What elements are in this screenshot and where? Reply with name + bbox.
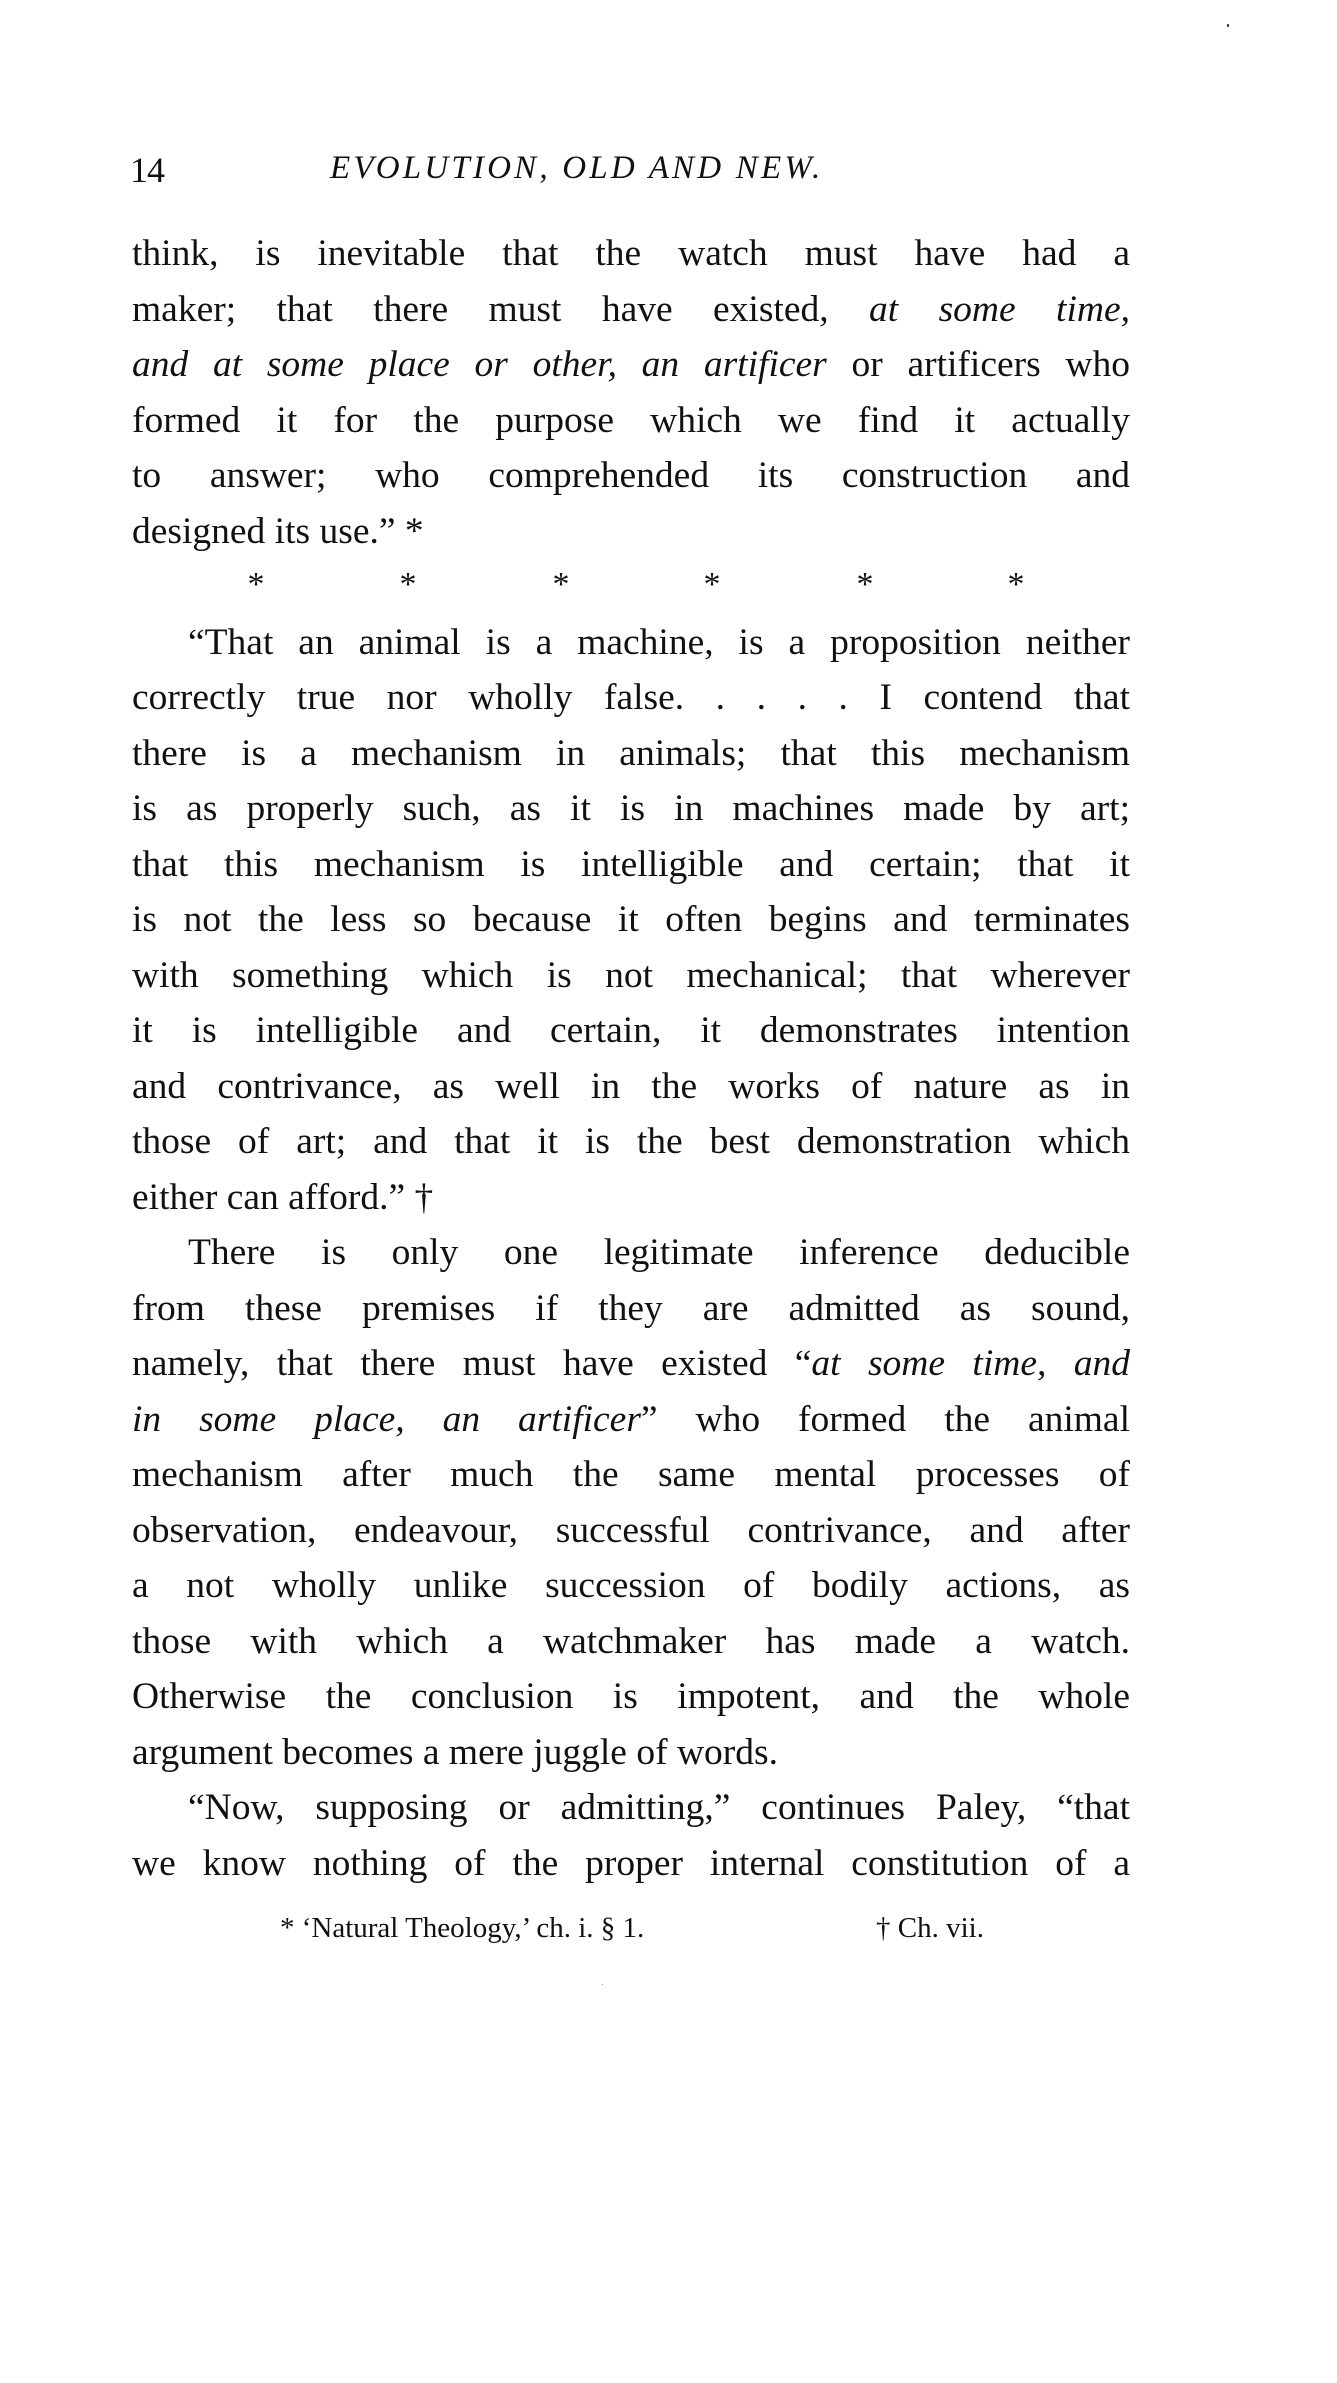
text-run: and contrivance, as well in the works of nature as in xyxy=(132,1065,1130,1107)
text-line xyxy=(132,1780,1130,1836)
text-line xyxy=(132,504,1130,560)
text-line xyxy=(132,1503,1130,1559)
asterisk-ornament-icon: * xyxy=(552,566,570,603)
running-title: EVOLUTION, OLD AND NEW. xyxy=(330,150,824,186)
text-line xyxy=(132,1059,1130,1115)
text-run: namely, that there must have existed “ xyxy=(132,1343,812,1384)
footnote-marker: * xyxy=(280,1912,295,1944)
text-line xyxy=(132,1336,1130,1392)
footnote-text: Ch. vii. xyxy=(897,1912,984,1944)
footnote-asterisk xyxy=(280,1910,644,1946)
text-run: argument becomes a mere juggle of words. xyxy=(132,1731,778,1773)
text-line xyxy=(132,1170,1130,1226)
running-head xyxy=(130,148,1130,188)
text-run: maker; that there must have existed, xyxy=(132,288,870,330)
text-run: is not the less so because it often begins and terminates xyxy=(132,899,1130,940)
text-line xyxy=(132,1836,1130,1892)
text-run: that this mechanism is intelligible and certain; that it xyxy=(132,843,1130,885)
page-number: 14 xyxy=(130,150,164,190)
asterisk-ornament-icon: * xyxy=(856,566,874,603)
footnote-dagger xyxy=(876,1910,984,1946)
text-run: or artificers who xyxy=(826,344,1130,385)
text-line xyxy=(132,282,1130,338)
text-run: there is a mechanism in animals; that this mechanism xyxy=(132,732,1130,774)
text-run: is as properly such, as it is in machines made by art; xyxy=(132,788,1130,829)
italic-phrase: at some time, xyxy=(869,288,1130,330)
text-run: think, is inevitable that the watch must have had a xyxy=(132,233,1130,274)
italic-phrase: in some place, an artificer xyxy=(132,1398,641,1440)
text-line xyxy=(132,1558,1130,1614)
text-line xyxy=(132,837,1130,893)
asterisk-ornament-icon: * xyxy=(1007,566,1025,603)
text-run: mechanism after much the same mental processes of xyxy=(132,1454,1130,1495)
body-text xyxy=(132,226,1130,1891)
text-line xyxy=(132,337,1130,393)
scan-speck xyxy=(602,1984,603,1985)
text-line xyxy=(132,1392,1130,1448)
text-line xyxy=(132,892,1130,948)
text-run: to answer; who comprehended its construction and xyxy=(132,455,1130,496)
text-line xyxy=(132,615,1130,671)
footnote-marker: † xyxy=(876,1912,891,1944)
italic-phrase: at some time, and xyxy=(811,1343,1130,1384)
text-run: There is only one legitimate inference deducible xyxy=(188,1232,1130,1273)
text-run: we know nothing of the proper internal constitution of a xyxy=(132,1842,1130,1884)
text-line xyxy=(132,670,1130,726)
asterisk-ornament-icon: * xyxy=(703,566,721,603)
footnote-text: ‘Natural Theology,’ ch. i. § 1. xyxy=(301,1912,645,1944)
text-run: it is intelligible and certain, it demonstrates intention xyxy=(132,1010,1130,1051)
text-run: observation, endeavour, successful contrivance, and after xyxy=(132,1509,1130,1551)
text-line xyxy=(132,1669,1130,1725)
text-line xyxy=(132,1614,1130,1670)
text-run: a not wholly unlike succession of bodily actions, as xyxy=(132,1565,1130,1606)
text-line xyxy=(132,393,1130,449)
text-line xyxy=(132,1725,1130,1781)
asterisk-ornament-icon: * xyxy=(399,566,417,603)
text-line xyxy=(132,448,1130,504)
text-line xyxy=(132,948,1130,1004)
text-run: those with which a watchmaker has made a watch. xyxy=(132,1620,1130,1662)
text-run: those of art; and that it is the best demonstration which xyxy=(132,1121,1130,1162)
text-run: from these premises if they are admitted as sound, xyxy=(132,1287,1130,1329)
section-break-stars xyxy=(132,559,1130,615)
footnotes xyxy=(280,1910,984,1950)
text-run: Otherwise the conclusion is impotent, and the whole xyxy=(132,1676,1130,1717)
text-run: either can afford.” † xyxy=(132,1176,434,1218)
scan-speck xyxy=(1227,24,1229,27)
text-line xyxy=(132,1447,1130,1503)
text-run: “Now, supposing or admitting,” continues Paley, “that xyxy=(188,1787,1130,1828)
text-run: designed its use.” * xyxy=(132,510,424,552)
text-line xyxy=(132,1114,1130,1170)
asterisk-ornament-icon: * xyxy=(247,566,265,603)
text-run: “That an animal is a machine, is a proposition neither xyxy=(188,621,1130,663)
text-line xyxy=(132,781,1130,837)
text-run: ” who formed the animal xyxy=(640,1398,1130,1440)
text-line xyxy=(132,1225,1130,1281)
text-run: formed it for the purpose which we find it actually xyxy=(132,399,1130,441)
text-run: correctly true nor wholly false. . . . . I contend that xyxy=(132,677,1130,718)
text-run: with something which is not mechanical; that wherever xyxy=(132,954,1130,996)
text-line xyxy=(132,226,1130,282)
italic-phrase: and at some place or other, an artificer xyxy=(132,344,827,385)
text-line xyxy=(132,1281,1130,1337)
text-line xyxy=(132,1003,1130,1059)
text-line xyxy=(132,726,1130,782)
